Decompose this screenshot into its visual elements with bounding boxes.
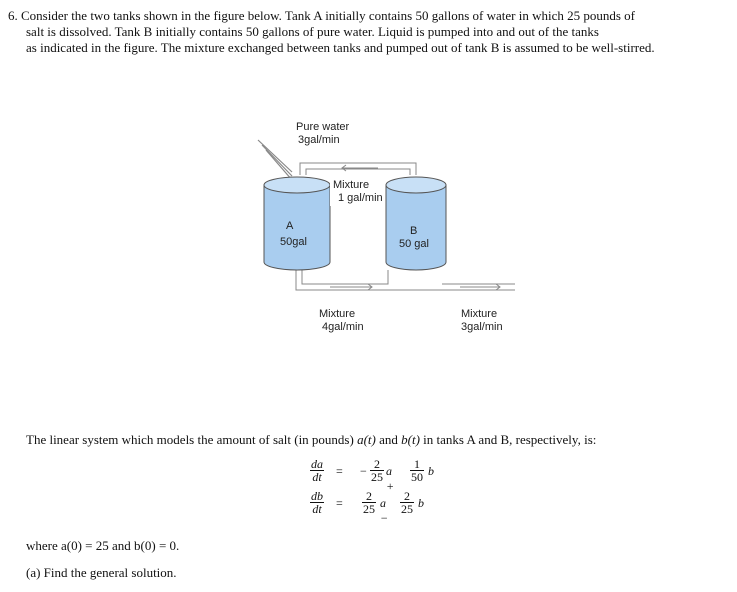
- part-a: (a) Find the general solution.: [26, 565, 177, 580]
- eq2-coef1: $\frac{2}{25}$: [363, 489, 375, 516]
- system-intro: [26, 432, 596, 448]
- initial-conditions: where a(0) = 25 and b(0) = 0.: [26, 538, 180, 553]
- bottom-pipe-rate: 4gal/min: [322, 321, 364, 333]
- eq1-var-a: a +: [386, 464, 395, 493]
- inflow-rate: 3gal/min: [298, 134, 340, 146]
- eq2-lhs: $\frac{db}{dt}$: [311, 489, 323, 516]
- eq1-var-b: b: [428, 464, 434, 478]
- eq2-coef2: $\frac{2}{25}$: [401, 489, 413, 516]
- eq2-var-b: b: [418, 496, 424, 510]
- bottom-pipe-label: Mixture: [319, 308, 356, 320]
- eq1-equals: =: [336, 464, 343, 478]
- outflow-label: Mixture: [461, 308, 498, 320]
- tank-a: [264, 177, 330, 270]
- top-pipe-rate: 1 gal/min: [338, 192, 383, 204]
- tank-a-volume: 50gal: [280, 236, 307, 248]
- eq2-equals: =: [336, 496, 343, 510]
- top-pipe: [300, 163, 416, 175]
- eq1-lhs: $\frac{da}{dt}$: [311, 457, 323, 484]
- b-of-t: b(t): [401, 432, 420, 447]
- problem-line-1: 6. Consider the two tanks shown in the figure below. Tank A initially contains 50 gallons of water in which 25 pounds of: [8, 8, 635, 23]
- tank-b-volume: 50 gal: [399, 238, 429, 250]
- intro-mid: and: [375, 432, 402, 447]
- bottom-pipe: [296, 270, 515, 290]
- intro-suffix: in tanks A and B, respectively, is:: [419, 432, 597, 447]
- eq1-coef1: $\frac{2}{25}$: [371, 457, 383, 484]
- eq1-coef2: $\frac{1}{50}$: [411, 457, 423, 484]
- tank-a-name: A: [286, 220, 294, 232]
- inflow-pipe: [258, 140, 292, 180]
- top-pipe-label: Mixture: [333, 179, 370, 191]
- a-of-t: a(t): [357, 432, 376, 447]
- eq1-sign: −: [360, 464, 367, 478]
- tank-b-name: B: [410, 225, 418, 237]
- problem-line-2: salt is dissolved. Tank B initially contains 50 gallons of pure water. Liquid is pumped into and out of the tanks: [26, 24, 599, 39]
- outflow-rate: 3gal/min: [461, 321, 503, 333]
- eq2-var-a: a −: [380, 496, 389, 525]
- problem-line-3: as indicated in the figure. The mixture exchanged between tanks and pumped out of tank B is assumed to be well-stirred.: [26, 40, 655, 55]
- intro-prefix: The linear system which models the amount of salt (in pounds): [26, 432, 358, 447]
- tank-b: [386, 177, 446, 270]
- inflow-label: Pure water: [296, 121, 350, 133]
